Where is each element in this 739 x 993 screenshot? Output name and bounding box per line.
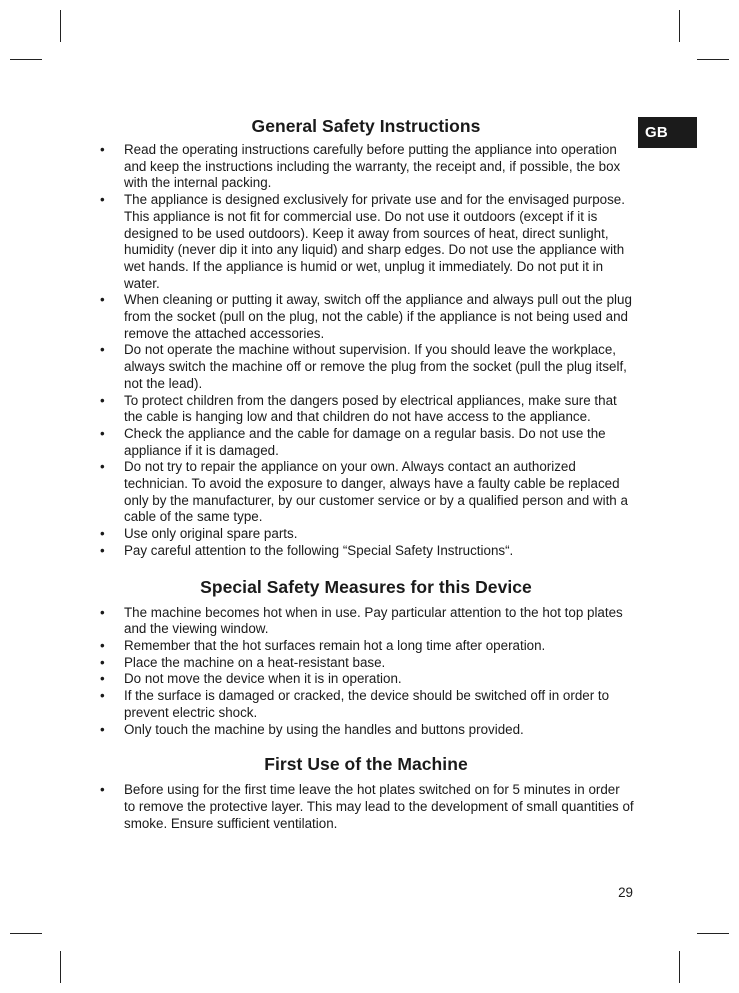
list-item-text: If the surface is damaged or cracked, the device should be switched off in order to prevent electric shock.	[124, 688, 610, 720]
list-item	[98, 543, 634, 560]
bullet-list	[98, 142, 634, 560]
bullet-icon: •	[100, 542, 105, 558]
bullet-icon: •	[100, 721, 105, 737]
list-item-text: The appliance is designed exclusively for private use and for the envisaged purpose. This appliance is not fit for commercial use. Do not use it outdoors (except if it is designed to be used outdoors). Keep it away from sources of heat, direct sunlight, humidity (never dip it into any liquid) and sharp edges. Do not use the appliance with wet hands. If the appliance is humid or wet, unplug it immediately. Do not put it in water.	[124, 192, 625, 291]
list-item-text: Place the machine on a heat-resistant base.	[124, 654, 386, 670]
list-item	[98, 192, 634, 292]
bullet-list	[98, 782, 634, 832]
list-item	[98, 292, 634, 342]
bullet-icon: •	[100, 142, 105, 157]
bullet-icon: •	[100, 654, 105, 670]
crop-mark-bottom-left-horizontal	[10, 933, 42, 934]
bullet-icon: •	[100, 526, 105, 542]
list-item-text: The machine becomes hot when in use. Pay particular attention to the hot top plates and the viewing window.	[124, 604, 623, 637]
list-item	[98, 655, 634, 672]
list-item-text: Check the appliance and the cable for damage on a regular basis. Do not use the appliance if it is damaged.	[124, 425, 606, 458]
list-item	[98, 142, 634, 192]
list-item	[98, 671, 634, 688]
list-item-text: To protect children from the dangers posed by electrical appliances, make sure that the cable is hanging low and that children do not have access to the appliance.	[124, 392, 617, 425]
list-item	[98, 426, 634, 459]
page-number: 29	[618, 885, 633, 900]
list-item-text: Do not try to repair the appliance on your own. Always contact an authorized technician. To avoid the exposure to danger, always have a faulty cable be replaced only by the manufacturer, by our customer service or by a qualified person and with a cable of the same type.	[124, 459, 628, 525]
crop-mark-top-left-vertical	[60, 10, 61, 42]
list-item-text: Do not operate the machine without supervision. If you should leave the workplace, always switch the machine off or remove the plug from the socket (pull the plug itself, not the lead).	[124, 342, 627, 391]
list-item	[98, 605, 634, 638]
bullet-icon: •	[100, 292, 105, 308]
bullet-icon: •	[100, 604, 105, 620]
bullet-icon: •	[100, 671, 105, 687]
bullet-icon: •	[100, 459, 105, 475]
section-heading: General Safety Instructions	[251, 116, 481, 136]
list-item	[98, 459, 634, 526]
list-item-text: Remember that the hot surfaces remain hot a long time after operation.	[124, 637, 546, 653]
list-item-text: Pay careful attention to the following “Special Safety Instructions“.	[124, 542, 514, 558]
bullet-icon: •	[100, 392, 105, 408]
list-item	[98, 688, 634, 721]
crop-mark-top-right-horizontal	[697, 59, 729, 60]
crop-mark-bottom-right-horizontal	[697, 933, 729, 934]
bullet-icon: •	[100, 688, 105, 704]
list-item	[98, 526, 634, 543]
section-heading: First Use of the Machine	[264, 754, 468, 775]
crop-mark-bottom-right-vertical	[679, 951, 680, 983]
crop-mark-bottom-left-vertical	[60, 951, 61, 983]
list-item-text: Read the operating instructions carefully before putting the appliance into operation and keep the instructions including the warranty, the receipt and, if possible, the box with the internal packing.	[124, 142, 621, 191]
bullet-icon: •	[100, 425, 105, 441]
list-item	[98, 638, 634, 655]
list-item-text: Only touch the machine by using the handles and buttons provided.	[124, 721, 524, 737]
section-heading: Special Safety Measures for this Device	[200, 576, 532, 597]
list-item-text: When cleaning or putting it away, switch off the appliance and always pull out the plug from the socket (pull on the plug, not the cable) if the appliance is not being used and remove the attached accessories.	[124, 292, 632, 341]
section-first-use	[98, 753, 634, 832]
section-special-safety	[98, 576, 634, 739]
list-item	[98, 722, 634, 739]
bullet-icon: •	[100, 192, 105, 208]
list-item	[98, 782, 634, 832]
list-item	[98, 393, 634, 426]
bullet-icon: •	[100, 782, 105, 798]
bullet-icon: •	[100, 637, 105, 653]
list-item-text: Do not move the device when it is in operation.	[124, 671, 402, 687]
crop-mark-top-left-horizontal	[10, 59, 42, 60]
list-item-text: Use only original spare parts.	[124, 526, 298, 542]
bullet-list	[98, 605, 634, 739]
section-general-safety	[98, 115, 634, 560]
bullet-icon: •	[100, 342, 105, 358]
list-item-text: Before using for the first time leave the hot plates switched on for 5 minutes in order to remove the protective layer. This may lead to the development of small quantities of smoke. Ensure sufficient ventilation.	[124, 782, 634, 831]
crop-mark-top-right-vertical	[679, 10, 680, 42]
document-body	[98, 115, 634, 832]
language-tab: GB	[638, 117, 697, 148]
list-item	[98, 342, 634, 392]
